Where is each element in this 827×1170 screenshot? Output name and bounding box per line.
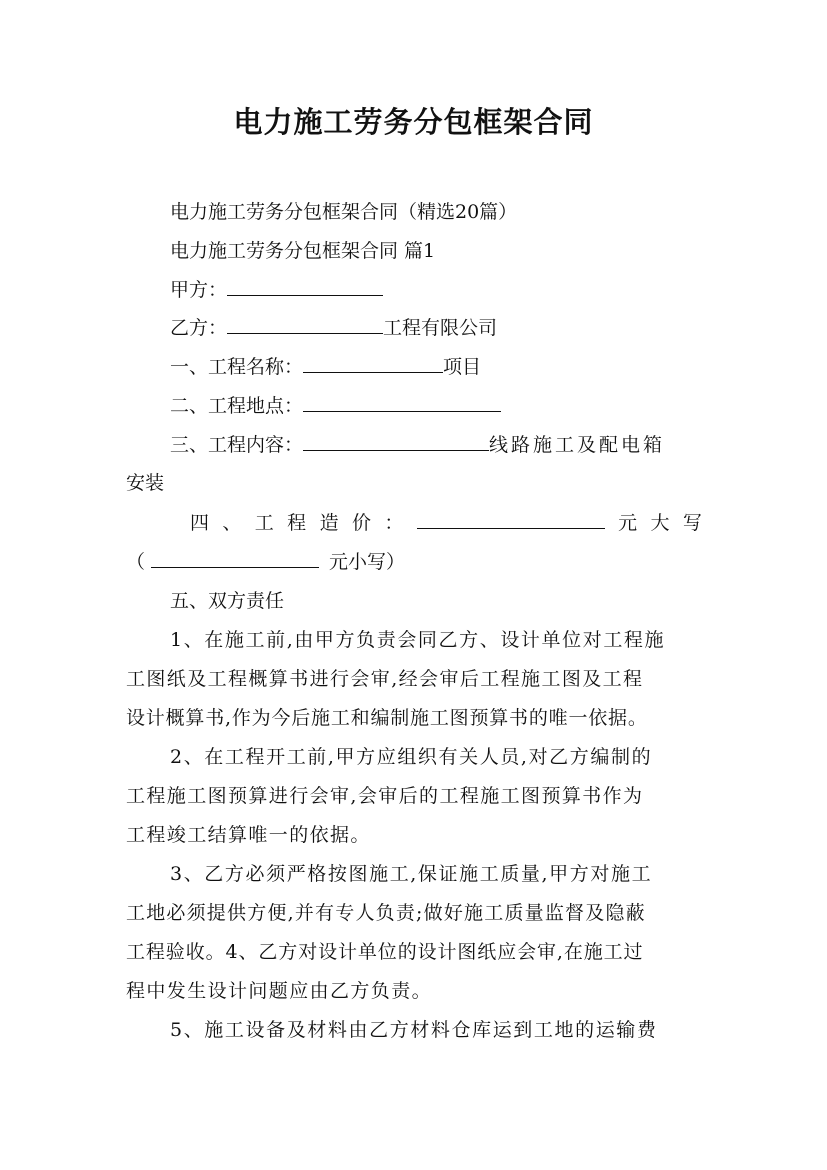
paragraph-line: 工程竣工结算唯一的依据。 xyxy=(126,824,371,846)
cost-char: 工 xyxy=(254,512,274,534)
project-location-blank xyxy=(303,393,501,412)
party-b-blank xyxy=(227,315,383,334)
document-title: 电力施工劳务分包框架合同 xyxy=(233,105,594,139)
paragraph-line: 5、施工设备及材料由乙方材料仓库运到工地的运输费 xyxy=(170,1019,658,1041)
party-b-suffix: 工程有限公司 xyxy=(383,317,498,339)
cost-small-blank xyxy=(151,549,319,568)
paragraph-line: 3、乙方必须严格按图施工,保证施工质量,甲方对施工 xyxy=(170,863,653,885)
project-cost-line xyxy=(190,510,702,536)
cost-char: 写 xyxy=(682,512,702,534)
project-location-line xyxy=(170,393,501,419)
cost-char: 四 xyxy=(190,512,210,534)
paragraph-line: 工地必须提供方便,并有专人负责;做好施工质量监督及隐蔽 xyxy=(126,902,646,924)
paragraph-line: 工程施工图预算进行会审,会审后的工程施工图预算书作为 xyxy=(126,785,644,807)
project-content-label: 三、工程内容： xyxy=(170,434,304,456)
party-a-label: 甲方： xyxy=(170,279,228,301)
cost-char: 、 xyxy=(222,512,242,534)
paragraph-line: 工程验收。4、乙方对设计单位的设计图纸应会审,在施工过 xyxy=(126,941,644,963)
party-a-line xyxy=(170,277,383,303)
cost-char: 元 xyxy=(618,512,638,534)
project-name-suffix: 项目 xyxy=(443,356,482,378)
responsibilities-heading: 五、双方责任 xyxy=(170,590,285,612)
paragraph-line: 工图纸及工程概算书进行会审,经会审后工程施工图及工程 xyxy=(126,668,644,690)
project-name-line xyxy=(170,354,481,380)
paragraph-line: 2、在工程开工前,甲方应组织有关人员,对乙方编制的 xyxy=(170,746,653,768)
cost-char: 程 xyxy=(287,512,307,534)
cost-char: 大 xyxy=(650,512,670,534)
paragraph-line: 1、在施工前,由甲方负责会同乙方、设计单位对工程施 xyxy=(170,629,666,651)
project-cost-cont xyxy=(126,549,405,575)
party-a-blank xyxy=(227,277,383,296)
cost-char: 价 xyxy=(351,512,371,534)
cost-char: ： xyxy=(384,512,404,534)
paragraph-line: 设计概算书,作为今后施工和编制施工图预算书的唯一依据。 xyxy=(126,707,648,729)
paragraph-line: 程中发生设计问题应由乙方负责。 xyxy=(126,980,433,1002)
project-name-blank xyxy=(303,354,443,373)
project-content-suffix: 线路施工及配电箱 xyxy=(489,434,666,456)
party-b-label: 乙方： xyxy=(170,317,228,339)
project-content-line xyxy=(170,432,665,458)
project-name-label: 一、工程名称： xyxy=(170,356,304,378)
cost-char: 造 xyxy=(319,512,339,534)
project-content-blank xyxy=(303,432,489,451)
party-b-line xyxy=(170,315,497,341)
subtitle-line: 电力施工劳务分包框架合同（精选20篇） xyxy=(170,201,518,223)
section-heading: 电力施工劳务分包框架合同 篇1 xyxy=(170,240,436,262)
cost-small-suffix: 元小写） xyxy=(329,551,406,573)
paren-open: （ xyxy=(126,551,146,573)
cost-blank xyxy=(417,510,605,529)
project-location-label: 二、工程地点： xyxy=(170,395,304,417)
project-content-cont: 安装 xyxy=(126,472,165,494)
